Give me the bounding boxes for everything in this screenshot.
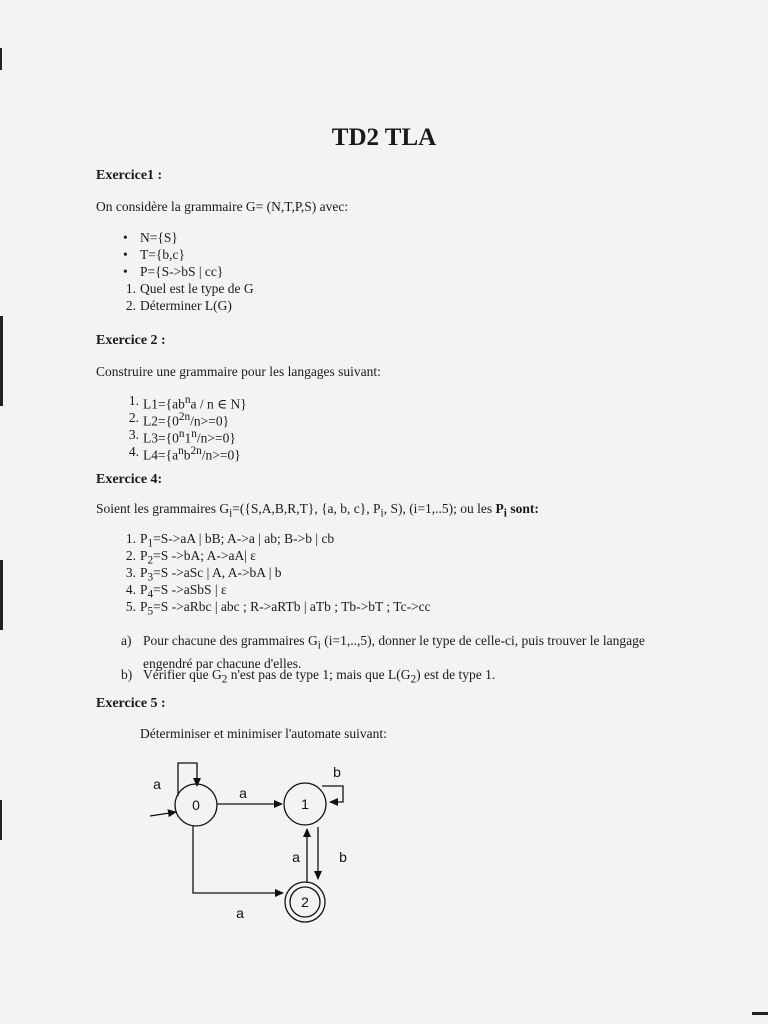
scan-edge-mark [0, 560, 3, 630]
scan-edge-mark [0, 48, 2, 70]
exercise-4-question-a: a) Pour chacune des grammaires $G_i$ (i=1,..,5), donner le type de celle-ci, puis trouver le langage engendré par chacune d'elles. [121, 633, 645, 671]
transition-label: b [333, 764, 341, 780]
exercise-1-intro: On considère la grammaire G= (N,T,P,S) avec: [96, 199, 349, 214]
page-title: TD2 TLA [331, 124, 437, 151]
list-item: 4. $L4=\{a^nb^{2n}/n>=0\}$ [128, 444, 241, 463]
scan-edge-mark [752, 1012, 768, 1015]
list-item: 1. $L1=\{ab^na / n$ ∈ N} [128, 393, 247, 412]
exercise-4-heading: Exercice 4: [96, 472, 163, 487]
bullet-icon: • [123, 247, 128, 262]
list-item: • P={S->bS | cc} [123, 264, 224, 279]
list-item: 4. $P_4=S$ ->aSbS | ε [125, 582, 227, 601]
state-1-label: 1 [301, 796, 309, 812]
state-2-label: 2 [301, 894, 309, 910]
list-item: 1. Quel est le type de G [125, 281, 254, 296]
scan-edge-mark [0, 800, 2, 840]
initial-arrow [150, 812, 176, 816]
exercise-2-intro: Construire une grammaire pour les langages suivant: [96, 364, 381, 379]
list-item: 2. $P_2=S$ ->bA; A->aA| ε [125, 548, 256, 567]
list-item: 3. $L3=\{0^n1^n/n>=0\}$ [128, 427, 236, 446]
bullet-icon: • [123, 264, 128, 279]
list-item: 5. $P_5=S$ ->aRbc | abc ; R->aRTb | aTb ; Tb->bT ; Tc->cc [125, 599, 431, 618]
transition-label: a [239, 785, 247, 801]
transition-label: a [236, 905, 244, 921]
list-item: 3. $P_3=S$ ->aSc | A, A->bA | b [125, 565, 282, 584]
state-0-label: 0 [192, 797, 200, 813]
exercise-2-heading: Exercice 2 : [96, 333, 166, 348]
list-item: 2. Déterminer L(G) [125, 298, 232, 313]
exercise-4-intro: Soient les grammaires $G_i=(\{S,A,B,R,T\}$, {a, b, c}, $P_i$, S), (i=1,..5); ou les $P_i$ sont: [96, 501, 539, 520]
list-item: • N={S} [123, 230, 178, 245]
exercise-1-heading: Exercice1 : [96, 168, 163, 183]
bullet-icon: • [123, 230, 128, 245]
transition-label: a [153, 776, 161, 792]
exercise-5-heading: Exercice 5 : [96, 696, 166, 711]
list-item: • T={b,c} [123, 247, 185, 262]
scan-edge-mark [0, 316, 3, 406]
exercise-4-question-b: b) Vérifier que $G_2$ n'est pas de type 1; mais que $L(G_2)$ est de type 1. [121, 667, 496, 686]
list-item: 1. $P_1=S->aA$ | bB; A->a | ab; B->b | cb [125, 531, 335, 550]
list-item: 2. $L2=\{0^{2n}/n>=0\}$ [128, 410, 230, 429]
exercise-5-intro: Déterminiser et minimiser l'automate suivant: [140, 726, 387, 741]
transition-label: a [292, 849, 300, 865]
transition-0-2 [193, 826, 283, 893]
transition-label: b [339, 849, 347, 865]
